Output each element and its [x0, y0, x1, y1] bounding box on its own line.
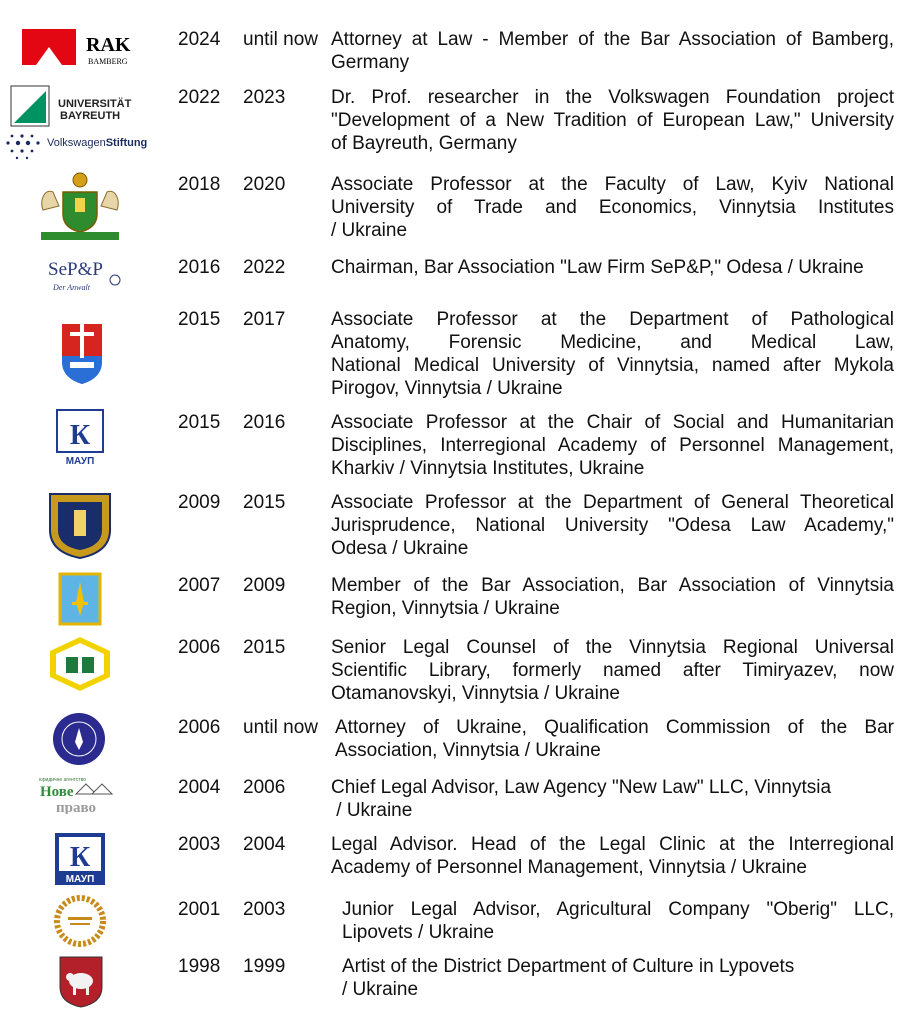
entry-description-line: Chief Legal Advisor, Law Agency "New Law" LLC, Vinnytsia — [331, 777, 832, 798]
vw-text-b: Stiftung — [105, 137, 148, 149]
entry-description-line: Academy of Personnel Management, Vinnytsia / Ukraine — [331, 857, 807, 878]
entry-description — [342, 955, 894, 1001]
pravo-text: право — [56, 800, 96, 814]
entry-description — [331, 574, 894, 620]
entry-start-year: 2006 — [178, 717, 221, 738]
entry-start-year: 2003 — [178, 834, 221, 855]
entry-start-year: 2016 — [178, 257, 221, 278]
entry-description-line: Associate Professor at the Faculty of Law, Kyiv National — [331, 174, 894, 195]
entry-description-line: Anatomy, Forensic Medicine, and Medical Law, — [331, 332, 894, 353]
maup-logo-2 — [54, 832, 106, 886]
entry-end-year: 1999 — [243, 956, 286, 977]
entry-start-year: 2015 — [178, 309, 221, 330]
entry-description — [331, 411, 894, 480]
sepp-logo — [47, 257, 127, 293]
entry-description-line: Association, Vinnytsia / Ukraine — [335, 740, 601, 761]
entry-end-year: 2016 — [243, 412, 286, 433]
entry-description-line: Kharkiv / Vinnytsia Institutes, Ukraine — [331, 458, 645, 479]
odesa-law-academy-crest — [46, 488, 114, 560]
entry-end-year: until now — [243, 717, 318, 738]
entry-description-line: Associate Professor at the Chair of Social and Humanitarian — [331, 412, 894, 433]
entry-end-year: 2015 — [243, 637, 286, 658]
entry-description-line: Scientific Library, formerly named after Timiryazev, now — [331, 660, 894, 681]
entry-end-year: 2015 — [243, 492, 286, 513]
vw-text-a: Volkswagen — [47, 137, 106, 149]
entry-end-year: 2006 — [243, 777, 286, 798]
bayreuth-line1: UNIVERSITÄT — [58, 98, 132, 110]
entry-start-year: 2022 — [178, 87, 221, 108]
entry-end-year: 2004 — [243, 834, 286, 855]
bayreuth-line2: BAYREUTH — [60, 110, 121, 122]
entry-description-line: Senior Legal Counsel of the Vinnytsia Regional Universal — [331, 637, 894, 658]
kyiv-trade-university-crest — [35, 170, 125, 242]
entry-description-line: Region, Vinnytsia / Ukraine — [331, 598, 560, 619]
entry-end-year: until now — [243, 29, 318, 50]
maup-logo-1 — [55, 408, 105, 466]
entry-description — [331, 776, 894, 822]
entry-description — [331, 173, 894, 242]
entry-description — [331, 256, 894, 279]
entry-end-year: 2020 — [243, 174, 286, 195]
entry-end-year: 2003 — [243, 899, 286, 920]
svg-text:К: К — [69, 420, 91, 451]
entry-end-year: 2009 — [243, 575, 286, 596]
entry-description-line: Dr. Prof. researcher in the Volkswagen Foundation project — [331, 87, 894, 108]
entry-description-line: Attorney at Law - Member of the Bar Association of Bamberg, — [331, 29, 894, 50]
sepp-sub: Der Anwalt — [53, 283, 90, 292]
rak-sub: BAMBERG — [88, 57, 128, 66]
svg-text:VolkswagenStiftung — [47, 137, 147, 149]
entry-description-line: National Medical University of Vinnytsia, named after Mykola — [331, 355, 894, 376]
entry-start-year: 2004 — [178, 777, 221, 798]
qualification-commission-seal — [52, 712, 106, 766]
volkswagen-stiftung-logo — [4, 130, 164, 162]
entry-description-line: / Ukraine — [331, 220, 408, 241]
entry-description-line: Artist of the District Department of Culture in Lypovets — [342, 956, 795, 977]
entry-description-line: Disciplines, Interregional Academy of Personnel Management, — [331, 435, 894, 456]
maup-label-1: МАУП — [65, 456, 95, 466]
entry-description — [331, 491, 894, 560]
entry-description-line: Pirogov, Vinnytsia / Ukraine — [331, 378, 563, 399]
entry-description — [331, 86, 894, 155]
entry-start-year: 2007 — [178, 575, 221, 596]
oberig-wreath-logo — [54, 895, 106, 947]
entry-end-year: 2022 — [243, 257, 286, 278]
entry-description-line: Chairman, Bar Association "Law Firm SeP&P," Odesa / Ukraine — [331, 257, 864, 278]
entry-description-line: University of Trade and Economics, Vinnytsia Institutes — [331, 197, 894, 218]
entry-description-line: Otamanovskyi, Vinnytsia / Ukraine — [331, 683, 620, 704]
entry-description — [331, 308, 894, 400]
entry-description-line: Jurisprudence, National University "Odesa Law Academy," — [331, 515, 894, 536]
vinnytsia-medical-university-shield — [58, 316, 106, 386]
svg-text:К: К — [69, 842, 91, 873]
entry-description — [331, 636, 894, 705]
vinnytsia-bar-association-emblem — [56, 572, 104, 628]
entry-description — [331, 28, 894, 74]
entry-description-line: Associate Professor at the Department of Pathological — [331, 309, 894, 330]
entry-description-line: "Development of a New Tradition of European Law," University — [331, 110, 894, 131]
uni-bayreuth-logo — [10, 85, 160, 131]
entry-start-year: 2009 — [178, 492, 221, 513]
entry-description-line: / Ukraine — [331, 800, 413, 821]
entry-description-line: Odesa / Ukraine — [331, 538, 469, 559]
entry-description-line: Germany — [331, 52, 410, 73]
rak-bamberg-logo — [22, 27, 142, 69]
entry-description — [342, 898, 894, 944]
rak-text: RAK — [86, 34, 131, 56]
entry-start-year: 1998 — [178, 956, 221, 977]
entry-description-line: / Ukraine — [342, 979, 419, 1000]
lypovets-coat-of-arms — [58, 955, 104, 1009]
entry-description-line: Legal Advisor. Head of the Legal Clinic at the Interregional — [331, 834, 894, 855]
nove-text: Нове — [40, 784, 74, 800]
entry-description-line: Member of the Bar Association, Bar Association of Vinnytsia — [331, 575, 894, 596]
entry-description-line: Associate Professor at the Department of General Theoretical — [331, 492, 894, 513]
entry-description-line: of Bayreuth, Germany — [331, 133, 517, 154]
vinnytsia-library-logo — [48, 635, 112, 693]
maup-label-2: МАУП — [65, 874, 95, 885]
nove-pravo-top: юридичне агентство — [39, 777, 87, 783]
sepp-text: SeP&P — [48, 259, 103, 280]
entry-start-year: 2006 — [178, 637, 221, 658]
entry-description — [331, 833, 894, 879]
nove-pravo-logo — [38, 776, 122, 814]
entry-description-line: Attorney of Ukraine, Qualification Commission of the Bar — [335, 717, 894, 738]
entry-start-year: 2015 — [178, 412, 221, 433]
entry-description — [335, 716, 894, 762]
entry-description-line: Lipovets / Ukraine — [342, 922, 495, 943]
entry-end-year: 2023 — [243, 87, 286, 108]
entry-start-year: 2001 — [178, 899, 221, 920]
entry-description-line: Junior Legal Advisor, Agricultural Company "Oberig" LLC, — [342, 899, 894, 920]
entry-start-year: 2018 — [178, 174, 221, 195]
entry-start-year: 2024 — [178, 29, 221, 50]
entry-end-year: 2017 — [243, 309, 286, 330]
